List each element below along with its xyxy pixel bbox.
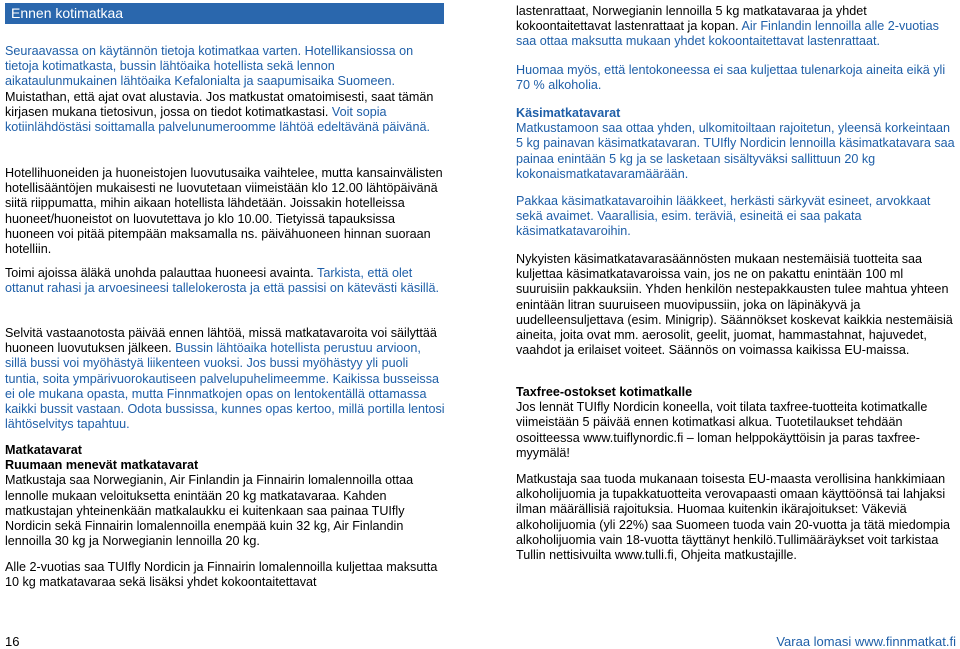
valuables-text: Tarkista, että olet ottanut rahasi ja arvoesineesi tallelokerosta ja että passisi on kätevästi käsillä. — [5, 266, 440, 296]
hand-luggage-section — [516, 106, 956, 182]
intro-text-blue-2: Voit sopia kotiinlähdöstäsi soittamalla palvelunumeroomme lähtöä edeltävänä päivänä. — [5, 104, 430, 135]
checked-baggage-heading: Ruumaan menevät matkatavarat — [5, 458, 199, 473]
bus-text: Bussin lähtöaika hotellista perustuu arvioon, sillä bussi voi myöhästyä liikenteen vuoksi. Jos bussi myöhästyy yli puoli tuntia, soita ympärivuorokautiseen palvelupuhelimeemme. Kaikissa busseissa ei ole mukana opasta, mutta Finnmatkojen opas on lentokentällä ottamassa kaikki bussit vastaan. Odota bussissa, kunnes opas kertoo, millä portilla lentosi lähtöselvitys tapahtuu. — [5, 341, 445, 432]
liquids-paragraph — [516, 252, 956, 358]
key-paragraph — [5, 266, 445, 296]
bus-paragraph — [5, 326, 445, 432]
checked-baggage-text: Matkustaja saa Norwegianin, Air Finlandin ja Finnairin lomalennoilla ottaa lennolle mukaan veloituksetta enintään 20 kg matkatavaraa. Kahden matkustajan yhteinenkään matkalaukku ei kuitenkaan saa painaa TUIfly Nordicin sekä Finnairin lomalennoilla enempää kuin 32 kg, Air Finlandin lennoilla 30 kg ja Norwegianin lennoilla 20 kg. — [5, 473, 414, 549]
key-text: Toimi ajoissa äläkä unohda palauttaa huoneesi avainta. — [5, 266, 314, 280]
section-title-bar — [5, 3, 444, 24]
infant-baggage-text: Alle 2-vuotias saa TUIfly Nordicin ja Finnairin lomalennoilla kuljettaa maksutta 10 kg matkatavaraa sekä lisäksi yhdet kokoontaitettavat — [5, 560, 438, 590]
air-finland-stroller-text: Air Finlandin lennoilla alle 2-vuotias saa ottaa maksutta mukaan yhdet kokoontaitettavat lastenrattaat. — [516, 19, 939, 49]
taxfree-heading: Taxfree-ostokset kotimatkalle — [516, 385, 693, 399]
flammables-text: Huomaa myös, että lentokoneessa ei saa kuljettaa tulenarkoja aineita eikä yli 70 % alkoholia. — [516, 63, 946, 93]
room-checkout-paragraph — [5, 166, 445, 257]
taxfree-text: Jos lennät TUIfly Nordicin koneella, voit tilata taxfree-tuotteita kotimatkalle viimeistään 5 päivää ennen kotimatkasi alkua. Tuotetilaukset tehdään osoitteessa www.tuiflynordic.fi – loman helppokäyttöisin ja paras taxfree-myymälä! — [516, 400, 928, 460]
flammables-paragraph — [516, 63, 956, 93]
intro-paragraph — [5, 44, 445, 135]
alcohol-paragraph — [516, 472, 956, 563]
medicine-text: Pakkaa käsimatkatavaroihin lääkkeet, herkästi särkyvät esineet, arvokkaat sekä avaimet. Vaarallisia, esim. teräviä, esineitä ei saa pakata käsimatkatavaroihin. — [516, 194, 931, 239]
medicine-paragraph — [516, 194, 956, 240]
taxfree-section — [516, 385, 956, 461]
hand-luggage-text: Matkustamoon saa ottaa yhden, ulkomitoiltaan rajoitetun, yleensä korkeintaan 5 kg painavan käsimatkatavaran. TUIfly Nordicin lennoilla käsimatkatavara saa painaa enintään 5 kg ja se lasketaan sisältyväksi sallittuun 20 kg kokonaismatkatavaramäärään. — [516, 121, 955, 181]
liquids-text: Nykyisten käsimatkatavarasäännösten mukaan nestemäisiä tuotteita saa kuljettaa käsimatkatavaroissa vain, jos ne on pakattu enintään 100 ml suuruisiin pakkauksiin. Yhden henkilön nestepakkausten tulee mahtua yhteen enintään litran suuruiseen muovipussiin, joka on läpinäkyvä ja uudelleensuljettava (esim. Minigrip). Säännökset koskevat kaikkia nestemäisiä aineita, joita ovat mm. aerosolit, geelit, juomat, hammastahnat, hajuvedet, vaahdot ja erilaiset voiteet. Säännös on voimassa kaikissa EU-maissa. — [516, 252, 953, 358]
baggage-section — [5, 443, 445, 549]
baggage-heading: Matkatavarat — [5, 443, 83, 457]
room-checkout-text: Hotellihuoneiden ja huoneistojen luovutusaika vaihtelee, mutta kansainvälisten hotellisääntöjen mukaisesti ne luovutetaan viimeistään klo 12.00 lähtöpäivänä siitä riippumatta, mihin aikaan hotellista lähdetään. Joissakin hotelleissa huoneet/huoneistot on luovutettava jo klo 10.00. Tietyissä tapauksissa huoneen voi pitää pitempään maksamalla ns. päivähuoneen hinnan suoraan hotelliin. — [5, 166, 443, 257]
section-title: Ennen kotimatkaa — [11, 5, 124, 21]
page-number: 16 — [5, 634, 20, 649]
luggage-storage-text: Selvitä vastaanotosta päivää ennen lähtöä, missä matkatavaroita voi säilyttää huoneen luovutuksen jälkeen. — [5, 326, 437, 356]
stroller-text: lastenrattaat, Norwegianin lennoilla 5 kg matkatavaraa ja yhdet kokoontaitettavat lastenrattaat ja kopan. — [516, 4, 867, 34]
stroller-paragraph — [516, 4, 956, 50]
intro-text: Muistathan, että ajat ovat alustavia. Jos matkustat omatoimisesti, saat tämän kirjasen mukana tietosivun, jossa on tiedot kotimatkastasi. — [5, 89, 434, 119]
hand-luggage-heading: Käsimatkatavarat — [516, 106, 621, 120]
footer-link[interactable]: Varaa lomasi www.finnmatkat.fi — [776, 634, 956, 649]
intro-text-blue: Seuraavassa on käytännön tietoja kotimatkaa varten. Hotellikansiossa on tietoja kotimatkasta, bussin lähtöaika hotellista sekä lennon aikataulunmukainen lähtöaika Kefalonialta ja saapumisaika Suomeen. — [5, 44, 414, 89]
infant-baggage-paragraph — [5, 560, 445, 590]
alcohol-text: Matkustaja saa tuoda mukanaan toisesta EU-maasta verollisina hankkimiaan alkoholijuomia ja tupakkatuotteita verovapaasti omaan käyttöönsä tai lahjaksi ilman määrällisiä rajoituksia. Huomaa kuitenkin ikärajoitukset: Väkeviä alkoholijuomia (yli 22%) saa Suomeen tuoda vain 20-vuotta ja tätä miedompia alkoholijuomia vain 18-vuotta täyttänyt henkilö.Tullimääräykset voit tarkistaa Tullin nettisivuilta www.tulli.fi, Ohjeita matkustajille. — [516, 472, 951, 563]
